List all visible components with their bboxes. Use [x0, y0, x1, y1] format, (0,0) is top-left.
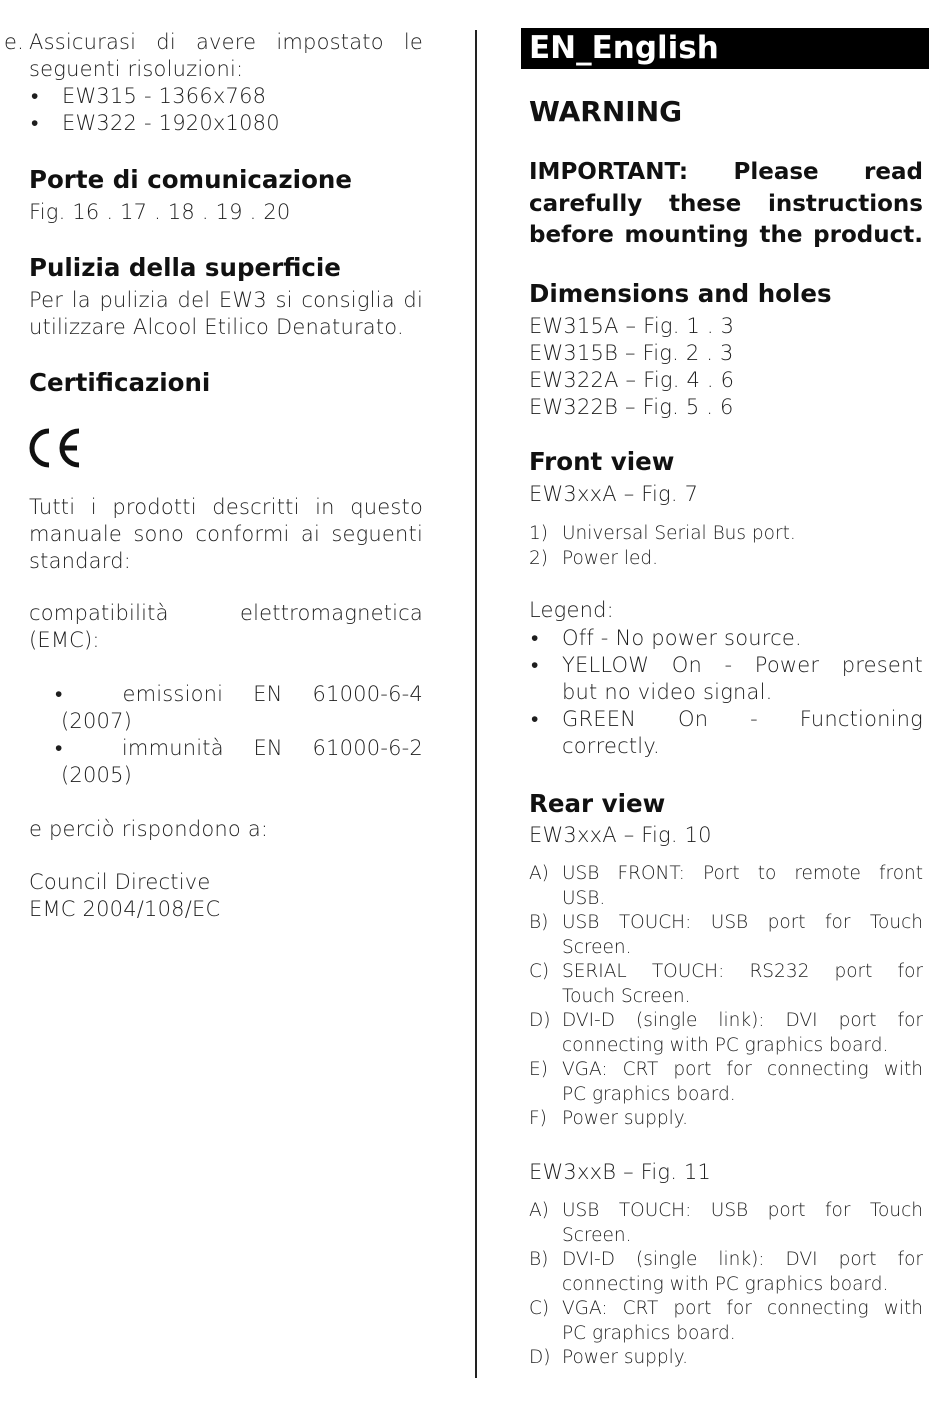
list-item: C) VGA: CRT port for connecting with PC graphics board. [529, 1298, 923, 1344]
section-heading: Front view [529, 447, 675, 476]
list-item: • GREEN On - Functioning correctly. [531, 707, 923, 758]
list-item: B) DVI-D (single link): DVI port for connecting with PC graphics board. [529, 1249, 923, 1295]
section-heading: Porte di comunicazione [29, 165, 352, 194]
section-heading: Pulizia della superficie [29, 253, 341, 282]
dimensions-list [529, 313, 923, 421]
list-item: • YELLOW On - Power present but no video signal. [531, 653, 923, 704]
list-item: B) USB TOUCH: USB port for Touch Screen. [529, 912, 923, 958]
directive-text: Council Directive EMC 2004/108/EC [29, 870, 221, 921]
legend-list [529, 625, 923, 760]
resolution-instruction [4, 29, 423, 83]
important-notice: IMPORTANT: Please read carefully these instructions before mounting the product. [529, 159, 923, 248]
item-marker: e. [4, 30, 24, 54]
emc-label: compatibilità elettromagnetica (EMC): [29, 601, 423, 652]
resolution-list [29, 83, 423, 137]
figure-reference: EW3xxA – Fig. 10 [529, 823, 712, 847]
text-line: Assicurasi di avere impostato le [29, 30, 423, 54]
conformity-text: Tutti i prodotti descritti in questo manuale sono conformi ai seguenti standard: [29, 495, 423, 573]
list-item: 1) Universal Serial Bus port. [529, 523, 796, 544]
list-item: • EW315 - 1366x768 [31, 84, 267, 108]
list-item: C) SERIAL TOUCH: RS232 port for Touch Screen. [529, 961, 923, 1007]
front-view-list [529, 522, 923, 571]
list-item: E) VGA: CRT port for connecting with PC graphics board. [529, 1059, 923, 1105]
section-heading: Rear view [529, 789, 666, 818]
rear-view-list-a [529, 862, 923, 1132]
figure-reference: EW3xxB – Fig. 11 [529, 1160, 712, 1184]
list-item: • Off - No power source. [531, 626, 802, 650]
list-item: EW322B – Fig. 5 . 6 [529, 395, 734, 419]
ce-mark-icon [29, 428, 89, 468]
list-item: • immunità EN 61000-6-2 (2005) [55, 736, 423, 787]
language-banner: EN_English [521, 28, 929, 69]
compliance-intro: e perciò rispondono a: [29, 817, 269, 841]
list-item: • emissioni EN 61000-6-4 (2007) [55, 682, 423, 733]
rear-view-list-b [529, 1199, 923, 1371]
figure-reference: EW3xxA – Fig. 7 [529, 482, 699, 506]
column-divider [475, 30, 477, 1378]
list-item: EW322A – Fig. 4 . 6 [529, 368, 735, 392]
cleaning-text: Per la pulizia del EW3 si consiglia di utilizzare Alcool Etilico Denaturato. [29, 288, 423, 339]
warning-heading: WARNING [529, 95, 683, 128]
list-item: EW315B – Fig. 2 . 3 [529, 341, 734, 365]
section-heading: Dimensions and holes [529, 279, 832, 308]
text-line: seguenti risoluzioni: [29, 57, 244, 81]
section-heading: Certificazioni [29, 368, 211, 397]
list-item: EW315A – Fig. 1 . 3 [529, 314, 735, 338]
standards-list [29, 681, 423, 789]
list-item: D) DVI-D (single link): DVI port for connecting with PC graphics board. [529, 1010, 923, 1056]
legend-label: Legend: [529, 598, 614, 622]
list-item: A) USB FRONT: Port to remote front USB. [529, 863, 923, 909]
list-item: 2) Power led. [529, 547, 658, 569]
list-item: F) Power supply. [529, 1108, 688, 1129]
list-item: D) Power supply. [529, 1347, 688, 1368]
list-item: • EW322 - 1920x1080 [31, 111, 280, 135]
list-item: A) USB TOUCH: USB port for Touch Screen. [529, 1200, 923, 1246]
figure-reference: Fig. 16 . 17 . 18 . 19 . 20 [29, 200, 291, 224]
